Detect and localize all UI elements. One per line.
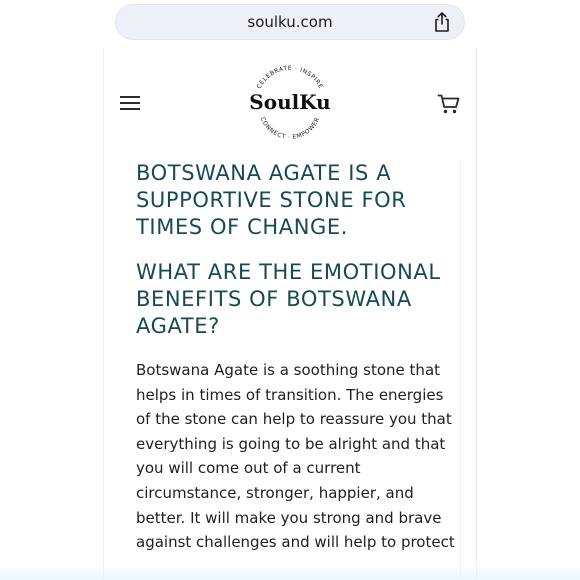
cart-icon[interactable]	[437, 93, 461, 115]
soulku-logo[interactable]	[243, 64, 337, 142]
bottom-toolbar-edge	[0, 566, 580, 580]
share-icon[interactable]	[431, 11, 453, 33]
site-header	[104, 48, 476, 158]
svg-text:CELEBRATE · INSPIRE	[256, 65, 325, 90]
article-paragraph: Botswana Agate is a soothing stone that helps in times of transition. The energies of the stone can help to reassure you that everything is going to be alright and that you will come out of a current circumstance, stronger, happier, and better. It will make you strong and brave against challenges and will help to protect	[136, 361, 455, 552]
logo-wordmark: SoulKu	[249, 90, 331, 114]
content-edge	[460, 160, 461, 580]
address-bar[interactable]	[115, 4, 465, 40]
hamburger-menu-icon[interactable]	[118, 92, 142, 114]
logo-tagline-top: CELEBRATE · INSPIRE	[255, 64, 325, 91]
article-heading: BOTSWANA AGATE IS A SUPPORTIVE STONE FOR TIMES OF CHANGE.	[136, 161, 407, 239]
svg-text:CONNECT · EMPOWER	[259, 116, 322, 141]
url-text[interactable]: soulku.com	[247, 13, 333, 31]
logo-tagline-bottom: CONNECT · EMPOWER	[258, 116, 322, 142]
article-content	[136, 160, 456, 555]
web-page	[104, 48, 476, 580]
article-subheading: WHAT ARE THE EMOTIONAL BENEFITS OF BOTSWANA AGATE?	[136, 260, 441, 338]
